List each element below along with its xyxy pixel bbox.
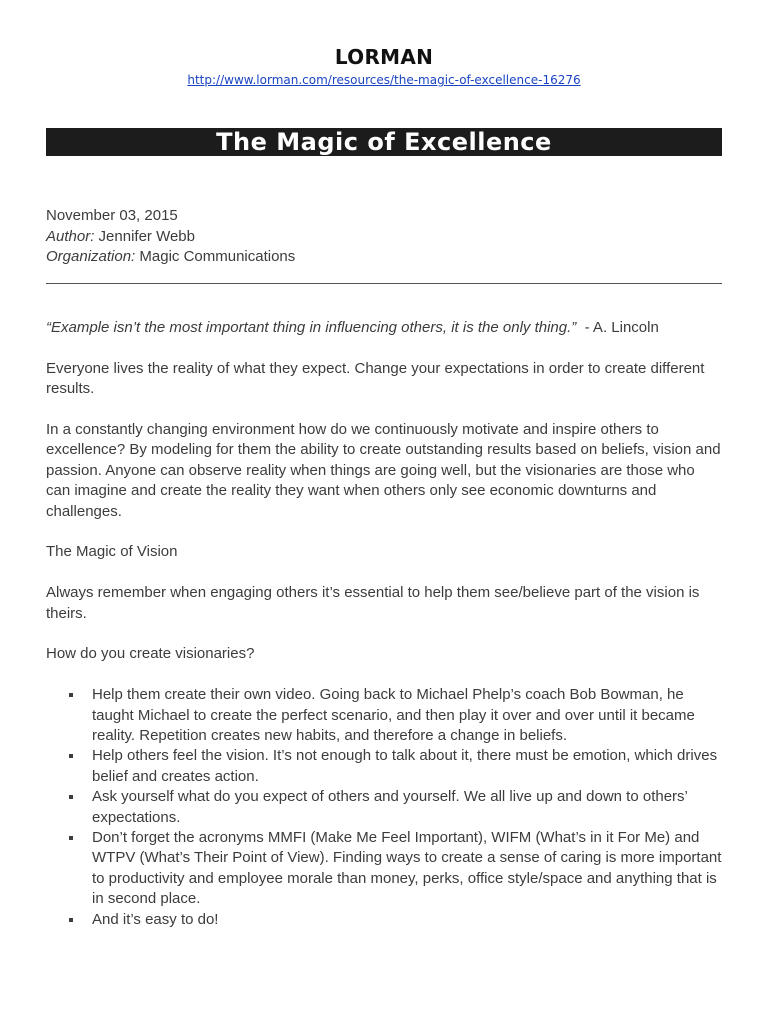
bullet-icon xyxy=(69,693,73,697)
document-title: The Magic of Excellence xyxy=(46,128,722,156)
list-item-text: Help others feel the vision. It’s not enough to talk about it, there must be emotion, which drives belief and creates action. xyxy=(92,747,718,785)
paragraph-expectations: Everyone lives the reality of what they expect. Change your expectations in order to create different results. xyxy=(46,359,705,398)
divider xyxy=(46,283,722,284)
bullet-icon xyxy=(69,795,73,799)
brand-name: LORMAN xyxy=(334,45,434,69)
paragraph-environment: In a constantly changing environment how do we continuously motivate and inspire others to excellence? By modeling for them the ability to create outstanding results based on beliefs, vision and passion. Anyone can observe reality when things are going well, but the visionaries are those who can imagine and create the reality they want when others only see economic downturns and challenges. xyxy=(46,421,721,520)
bullet-icon xyxy=(69,754,73,758)
question-visionaries: How do you create visionaries? xyxy=(46,645,255,663)
list-item-text: Ask yourself what do you expect of others and yourself. We all live up and down to others’ expectations. xyxy=(92,788,688,826)
list-item-text: And it’s easy to do! xyxy=(92,910,219,928)
list-item xyxy=(46,685,722,746)
list-item-text: Help them create their own video. Going back to Michael Phelp’s coach Bob Bowman, he taught Michael to create the perfect scenario, and then play it over and over until it became reality. Repetition creates new habits, and therefore a change in beliefs. xyxy=(92,686,695,745)
paragraph-engaging: Always remember when engaging others it’s essential to help them see/believe part of the vision is theirs. xyxy=(46,584,700,622)
author-name: Jennifer Webb xyxy=(98,227,195,245)
organization-name: Magic Communications xyxy=(139,248,296,265)
list-item xyxy=(46,828,722,910)
quote-text: “Example isn’t the most important thing in influencing others, it is the only thing.” xyxy=(46,319,577,336)
article-body xyxy=(46,318,722,930)
author-label: Author: xyxy=(46,227,95,245)
source-link[interactable]: http://www.lorman.com/resources/the-magic-of-excellence-16276 xyxy=(187,73,581,87)
organization-line xyxy=(46,247,295,268)
publish-date: November 03, 2015 xyxy=(46,207,178,224)
bullet-icon xyxy=(69,836,73,840)
list-item xyxy=(46,910,722,930)
organization-label: Organization: xyxy=(46,248,136,265)
author-line xyxy=(46,227,295,248)
list-item xyxy=(46,746,722,787)
list-item-text: Don’t forget the acronyms MMFI (Make Me Feel Important), WIFM (What’s in it For Me) and WTPV (What’s Their Point of View). Finding ways to create a sense of caring is more important to productivity and employee morale than money, perks, office style/space and anything that is in second place. xyxy=(92,829,722,908)
quote-attribution: - A. Lincoln xyxy=(576,319,659,336)
bullet-list xyxy=(46,685,722,930)
quote xyxy=(46,318,722,338)
article-meta xyxy=(46,206,295,268)
bullet-icon xyxy=(69,918,73,922)
section-heading-vision: The Magic of Vision xyxy=(46,543,178,561)
list-item xyxy=(46,787,722,828)
